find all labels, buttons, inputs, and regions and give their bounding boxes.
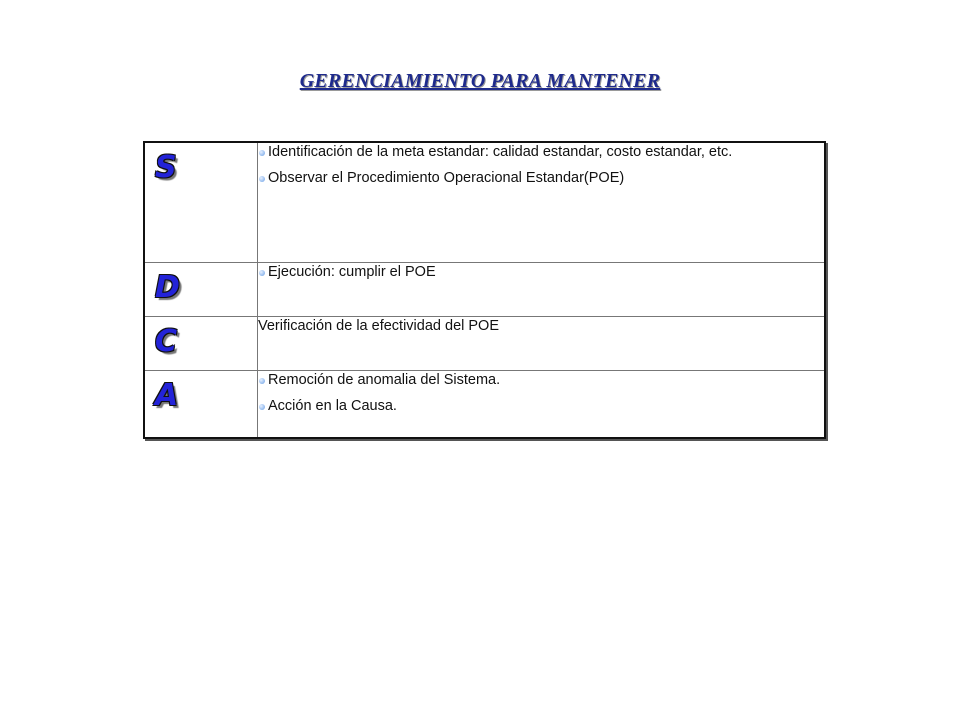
letter-c: C xyxy=(155,324,178,359)
bullet-item: Ejecución: cumplir el POE xyxy=(258,263,824,282)
description-cell xyxy=(258,317,826,371)
description-text: Verificación de la efectividad del POE xyxy=(258,318,499,334)
letter-s: S xyxy=(155,150,177,185)
page-title: GERENCIAMIENTO PARA MANTENER xyxy=(299,70,661,92)
bullet-list xyxy=(258,371,824,416)
bullet-item: Acción en la Causa. xyxy=(258,397,824,416)
table-row-a xyxy=(144,371,825,439)
letter-cell xyxy=(144,371,258,439)
bullet-list xyxy=(258,143,824,188)
description-cell xyxy=(258,142,826,263)
letter-cell xyxy=(144,142,258,263)
letter-d: D xyxy=(155,270,180,305)
bullet-item: Remoción de anomalia del Sistema. xyxy=(258,371,824,390)
bullet-item: Identificación de la meta estandar: calidad estandar, costo estandar, etc. xyxy=(258,143,824,162)
letter-a: A xyxy=(155,378,179,413)
bullet-list xyxy=(258,263,824,282)
bullet-item: Observar el Procedimiento Operacional Estandar(POE) xyxy=(258,169,824,188)
table-row-c xyxy=(144,317,825,371)
description-cell xyxy=(258,371,826,439)
letter-cell xyxy=(144,263,258,317)
table-row-d xyxy=(144,263,825,317)
sdca-table xyxy=(143,141,826,439)
description-cell xyxy=(258,263,826,317)
letter-cell xyxy=(144,317,258,371)
table-row-s xyxy=(144,142,825,263)
